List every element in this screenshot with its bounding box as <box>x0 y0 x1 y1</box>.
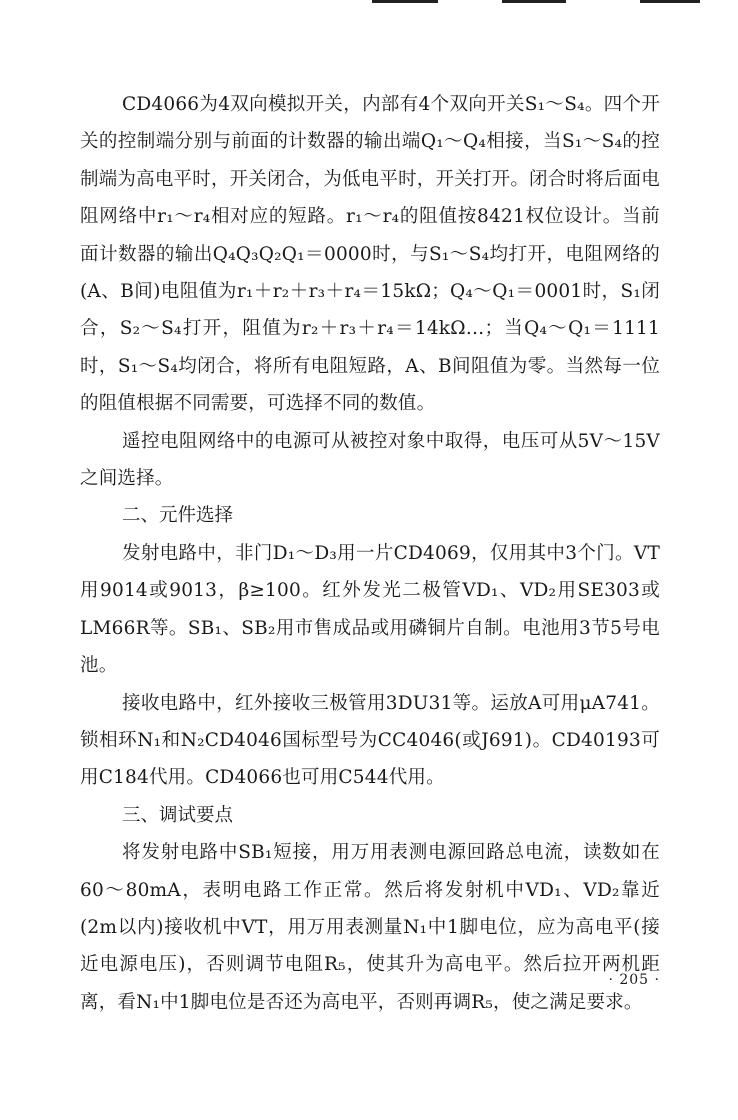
paragraph-transmitter-parts: 发射电路中，非门D₁～D₃用一片CD4069，仅用其中3个门。VT用9014或9013，β≥100。红外发光二极管VD₁、VD₂用SE303或LM66R等。SB₁、SB₂用市售成品或用磷铜片自制。电池用3节5号电池。 <box>80 542 660 677</box>
scan-edge-mark <box>502 0 566 3</box>
paragraph-power-source: 遥控电阻网络中的电源可从被控对象中取得，电压可从5V～15V之间选择。 <box>80 430 660 490</box>
paragraph-debugging-steps: 将发射电路中SB₁短接，用万用表测电源回路总电流，读数如在60～80mA，表明电路工作正常。然后将发射机中VD₁、VD₂靠近(2m以内)接收机中VT，用万用表测量N₁中1脚电位，应为高电平(接近电源电压)，否则调节电阻R₅，使其升为高电平。然后拉开两机距离，看N₁中1脚电位是否还为高电平，否则再调R₅，使之满足要求。 <box>80 842 660 1013</box>
paragraph-receiver-parts: 接收电路中，红外接收三极管用3DU31等。运放A可用μA741。锁相环N₁和N₂CD4046国标型号为CC4046(或J691)。CD40193可用C184代用。CD4066也可用C544代用。 <box>80 692 660 789</box>
scan-edge-mark <box>640 0 700 3</box>
section-heading-components: 二、元件选择 <box>122 505 234 527</box>
page-body <box>80 86 660 1021</box>
page-number: · 205 · <box>608 972 660 988</box>
paragraph-cd4066: CD4066为4双向模拟开关，内部有4个双向开关S₁～S₄。四个开关的控制端分别与前面的计数器的输出端Q₁～Q₄相接，当S₁～S₄的控制端为高电平时，开关闭合，为低电平时，开关打开。闭合时将后面电阻网络中r₁～r₄相对应的短路。r₁～r₄的阻值按8421权位设计。当前面计数器的输出Q₄Q₃Q₂Q₁＝0000时，与S₁～S₄均打开，电阻网络的(A、B间)电阻值为r₁＋r₂＋r₃＋r₄＝15kΩ；Q₄～Q₁＝0001时，S₁闭合，S₂～S₄打开，阻值为r₂＋r₃＋r₄＝14kΩ…；当Q₄～Q₁＝1111时，S₁～S₄均闭合，将所有电阻短路，A、B间阻值为零。当然每一位的阻值根据不同需要，可选择不同的数值。 <box>80 94 661 415</box>
scan-edge-mark <box>372 0 438 3</box>
section-heading-debugging: 三、调试要点 <box>122 804 234 826</box>
